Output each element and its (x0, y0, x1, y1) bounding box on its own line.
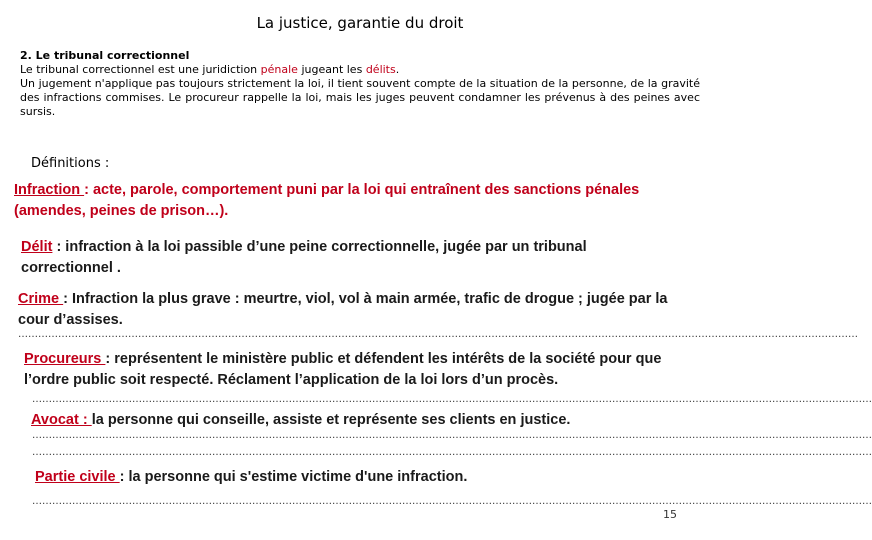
definition-text: : représentent le ministère public et défendent les intérêts de la société pour que l’ordre public soit respecté. Réclament l’application de la loi lors d’un procès. (24, 351, 662, 388)
definition-text: la personne qui conseille, assiste et représente ses clients en justice. (91, 412, 571, 428)
definition-partie-civile (35, 467, 695, 488)
definition-text: : la personne qui s'estime victime d'une infraction. (119, 469, 468, 485)
intro-text: . (395, 63, 400, 76)
intro-line-1 (20, 63, 700, 77)
intro-paragraph: Un jugement n'applique pas toujours strictement la loi, il tient souvent compte de la situation de la personne, de la gravité des infractions commises. Le procureur rappelle la loi, mais les juges peuvent condamner les prévenus à des peines avec sursis. (20, 77, 700, 118)
answer-dotted-line: ……………………………………………………………………………………………………………………………………………………………………………………………………………………………… (32, 447, 872, 458)
definition-text: : acte, parole, comportement puni par la loi qui entraînent des sanctions pénales (amendes, peines de prison…). (14, 182, 640, 219)
definition-delit (21, 237, 671, 279)
term-infraction: Infraction (14, 182, 85, 198)
definition-crime (18, 289, 698, 331)
term-partie-civile: Partie civile (35, 469, 120, 485)
definitions-label: Définitions : (31, 156, 110, 171)
definition-procureur (24, 349, 704, 391)
section-heading: 2. Le tribunal correctionnel (20, 49, 190, 62)
term-avocat: Avocat : (31, 412, 92, 428)
intro-text: jugeant les (297, 63, 366, 76)
keyword-delits: délits (365, 63, 396, 76)
answer-dotted-line: ……………………………………………………………………………………………………………………………………………………………………………………………………………………………… (18, 329, 858, 340)
slide-title: La justice, garantie du droit (256, 14, 464, 32)
definition-infraction (14, 180, 704, 222)
term-crime: Crime (18, 291, 64, 307)
intro-block (20, 49, 700, 119)
definition-text: : Infraction la plus grave : meurtre, viol, vol à main armée, trafic de drogue ; jugée par la cour d’assises. (18, 291, 668, 328)
keyword-penale: pénale (260, 63, 298, 76)
term-delit: Délit (21, 239, 53, 255)
answer-dotted-line: ……………………………………………………………………………………………………………………………………………………………………………………………………………………………… (32, 496, 872, 507)
definition-avocat (31, 410, 711, 431)
intro-text: Le tribunal correctionnel est une juridiction (20, 63, 261, 76)
answer-dotted-line: ……………………………………………………………………………………………………………………………………………………………………………………………………………………………… (32, 394, 872, 405)
answer-dotted-line: ……………………………………………………………………………………………………………………………………………………………………………………………………………………………… (32, 430, 872, 441)
definition-text: : infraction à la loi passible d’une peine correctionnelle, jugée par un tribunal correctionnel . (21, 239, 587, 276)
term-procureur: Procureurs (24, 351, 106, 367)
page-number: 15 (663, 508, 677, 521)
